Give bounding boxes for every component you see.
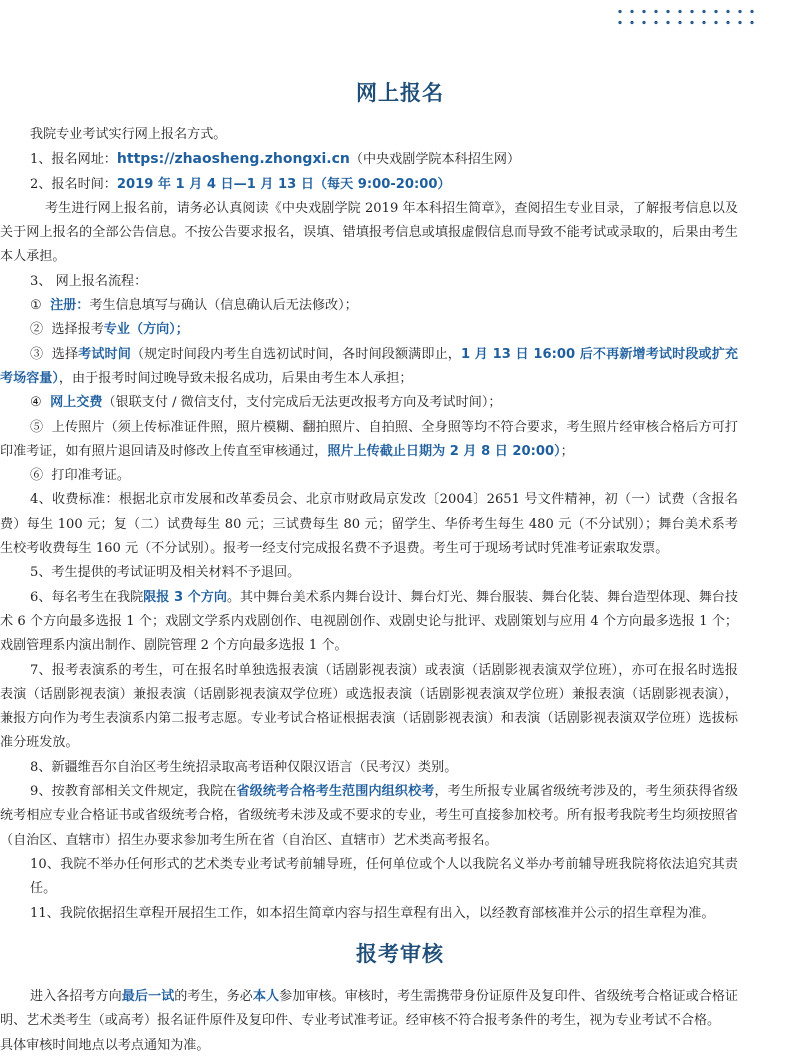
review-paragraph: 进入各招考方向最后一试的考生，务必本人参加审核。审核时，考生需携带身份证原件及复印件、省级统考合格证或合格证明、艺术类考生（或高考）报名证件原件及复印件、专业考试准考证。经审核不符合报考条件的考生，视为专业考试不合格。 [0, 989, 739, 1029]
item-1-url: 1、报名网址：https://zhaosheng.zhongxi.cn（中央戏剧学院本科招生网） [30, 151, 521, 168]
section-title-review: 报考审核 [356, 941, 444, 966]
item-11: 11、我院依据招生章程开展招生工作，如本招生简章内容与招生章程有出入，以经教育部核准并公示的招生章程为准。 [30, 905, 715, 921]
step-5: ⑤ 上传照片（须上传标准证件照，照片模糊、翻拍照片、自拍照、全身照等均不符合要求，考生照片经审核合格后方可打印准考证，如有照片退回请及时修改上传直至审核通过，照片上传截止日期为 2 月 8 日 20:00）； [0, 419, 739, 459]
item-6: 6、每名考生在我院限报 3 个方向。其中舞台美术系内舞台设计、舞台灯光、舞台服装、舞台化装、舞台造型体现、舞台技术 6 个方向最多选报 1 个；戏剧文学系内戏剧创作、电视剧创作、戏剧史论与批评、戏剧策划与应用 4 个方向最多选报 1 个；戏剧管理系内演出制作、剧院管理 2 个方向最多选报 1 个。 [0, 589, 738, 654]
step-3: ③ 选择考试时间（规定时间段内考生自选初试时间，各时间段额满即止，1 月 13 日 16:00 后不再新增考试时段或扩充考场容量），由于报考时间过晚导致未报名成功，后果由考生本人承担； [0, 346, 739, 386]
registration-time: 2019 年 1 月 4 日—1 月 13 日（每天 9:00-20:00） [116, 176, 451, 192]
item-4-fees: 4、收费标准：根据北京市发展和改革委员会、北京市财政局京发改〔2004〕2651 号文件精神，初（一）试费（含报名费）每生 100 元；复（二）试费每生 80 元；三试费每生 80 元；留学生、华侨考生每生 480 元（不分试别）；舞台美术系考生校考收费每生 160 元（不分试别）。报考一经支付完成报名费不予退费。考生可于现场考试时凭准考证索取发票。 [0, 492, 738, 557]
item-3-heading: 3、 网上报名流程： [30, 273, 148, 289]
step-1: ① 注册：考生信息填写与确认（信息确认后无法修改）； [30, 298, 358, 314]
item-2-body: 考生进行网上报名前，请务必认真阅读《中央戏剧学院 2019 年本科招生简章》，查阅招生专业目录，了解报考信息以及关于网上报名的全部公告信息。不按公告要求报名，误填、错填报考信息或填报虚假信息而导致不能考试或录取的，后果由考生本人承担。 [0, 200, 738, 265]
review-note: 具体审核时间地点以考点通知为准。 [0, 1037, 210, 1053]
online-registration-body [0, 123, 800, 926]
intro-paragraph: 我院专业考试实行网上报名方式。 [30, 127, 227, 142]
item-9: 9、按教育部相关文件规定，我院在省级统考合格考生范围内组织校考，考生所报专业属省级统考涉及的，考生须获得省级统考相应专业合格证书或省级统考合格，省级统考未涉及或不要求的专业，考生可直接参加校考。所有报考我院考生均须按照省（自治区、直辖市）招生办要求参加考生所在省（自治区、直辖市）艺术类高考报名。 [0, 784, 738, 848]
step-6: ⑥ 打印准考证。 [30, 468, 130, 484]
item-8: 8、新疆维吾尔自治区考生统招录取高考语种仅限汉语言（民考汉）类别。 [30, 759, 458, 775]
decorative-dot-pattern [614, 6, 762, 30]
item-10: 10、我院不举办任何形式的艺术类专业考试考前辅导班，任何单位或个人以我院名义举办考前辅导班我院将依法追究其责任。 [30, 856, 738, 897]
section-title-online-registration: 网上报名 [356, 80, 444, 105]
item-2-time: 2、报名时间：2019 年 1 月 4 日—1 月 13 日（每天 9:00-20:00） [30, 176, 451, 192]
item-7: 7、报考表演系的考生，可在报名时单独选报表演（话剧影视表演）或表演（话剧影视表演双学位班），亦可在报名时选报表演（话剧影视表演）兼报表演（话剧影视表演双学位班）或选报表演（话剧影视表演双学位班）兼报表演（话剧影视表演），兼报方向作为考生表演系内第二报考志愿。专业考试合格证根据表演（话剧影视表演）和表演（话剧影视表演双学位班）选拔标准分班发放。 [0, 662, 738, 751]
step-4: ④ 网上交费（银联支付 / 微信支付，支付完成后无法更改报考方向及考试时间）； [30, 395, 502, 411]
review-body [0, 985, 800, 1058]
step-2: ② 选择报考专业（方向）； [30, 322, 189, 338]
item-5: 5、考生提供的考试证明及相关材料不予退回。 [30, 565, 301, 581]
registration-url-link[interactable]: https://zhaosheng.zhongxi.cn [116, 151, 350, 168]
